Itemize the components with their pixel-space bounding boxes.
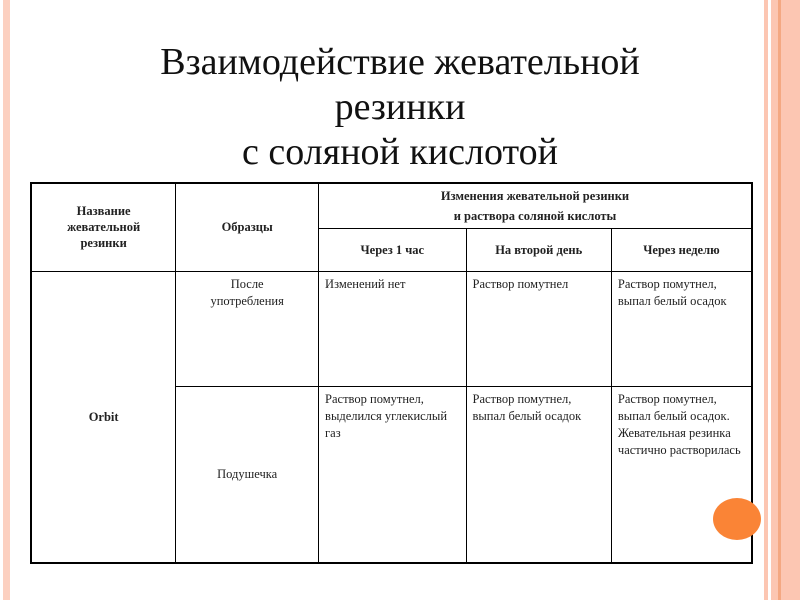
result-cell: Раствор помутнел, выпал белый осадок [466, 386, 611, 563]
decorative-orange-circle [713, 498, 761, 540]
result-cell: Раствор помутнел, выпал белый осадок. Жевательная резинка частично растворилась [611, 386, 752, 563]
brand-cell: Orbit [31, 271, 176, 563]
left-stripe [3, 0, 10, 600]
result-cell: Изменений нет [319, 271, 466, 386]
result-cell: Раствор помутнел, выделился углекислый газ [319, 386, 466, 563]
slide-title [60, 40, 740, 175]
right-stripe-line [778, 0, 781, 600]
header-samples: Образцы [176, 183, 319, 271]
header-period: На второй день [466, 228, 611, 271]
sample-cell: После употребления [176, 271, 319, 386]
title-line: Взаимодействие жевательной [160, 41, 640, 83]
title-line: с соляной кислотой [242, 131, 558, 173]
sample-cell: Подушечка [176, 386, 319, 563]
title-line: резинки [334, 86, 466, 128]
header-changes [319, 183, 752, 228]
result-cell: Раствор помутнел [466, 271, 611, 386]
header-changes-line: Изменения жевательной резинки [440, 188, 630, 203]
header-period: Через неделю [611, 228, 752, 271]
results-table [30, 182, 753, 564]
header-changes-line: и раствора соляной кислоты [453, 208, 617, 223]
header-period: Через 1 час [319, 228, 466, 271]
right-stripe-thin [764, 0, 768, 600]
table-row [31, 271, 752, 386]
result-cell: Раствор помутнел, выпал белый осадок [611, 271, 752, 386]
header-name: Название жевательной резинки [31, 183, 176, 271]
right-stripe-band [771, 0, 800, 600]
